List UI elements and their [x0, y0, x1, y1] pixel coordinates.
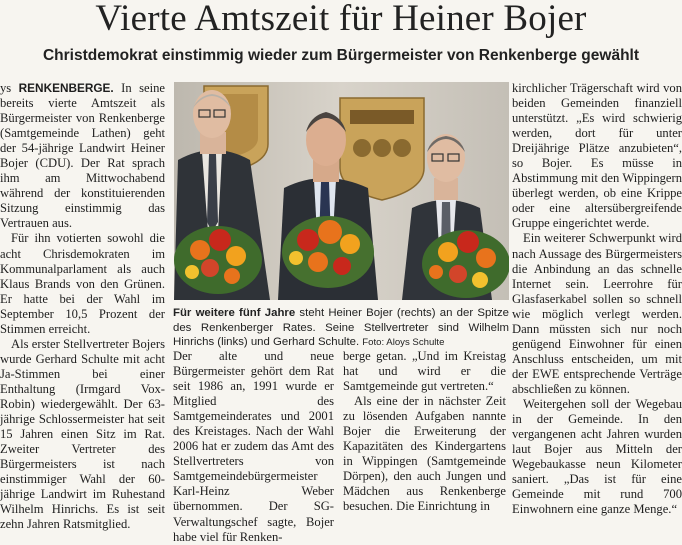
article-column-4 [512, 81, 682, 517]
paragraph: Als erster Stellvertreter Bojers wurde Gerhard Schulte mit acht Ja-Stimmen bei einer Enthaltung (Irmgard Vox-Robin) wiedergewählt. Der 63-jährige Schlossermeister hat seit 15 Jahren einen Sitz im Rat. Zweiter Vertreter des Bürgermeisters ist nach einstimmiger Wahl der 60-jährige Landwirt im Ruhestand Wilhelm Hinrichs. Es ist seit zehn Jahren Ratsmitglied. [0, 336, 165, 532]
bouquet-right [422, 230, 509, 298]
caption-text: steht Heiner Bojer (rechts) an der Spitze des Renkenberger Rates. Seine Stellvertreter sind Wilhelm Hinrichs (links) und Gerhard Schulte. [173, 307, 510, 348]
photo-credit: Foto: Aloys Schulte [362, 337, 445, 348]
photo-illustration [174, 82, 509, 300]
paragraph-text: In seine bereits vierte Amtszeit als Bürgermeister von Renkenberge (Samtgemeinde Lathen) geht der 54-jährige Landwirt Heiner Bojer (CDU). Der Rat sprach ihm am Mittwochabend während der konstituierenden Sitzung einstimmig das Vertrauen aus. [0, 81, 165, 231]
paragraph: Der alte und neue Bürgermeister gehört dem Rat seit 1986 an, 1991 wurde er Mitglied des Samtgemeinderates und 2001 des Kreistages. Nach der Wahl 2006 hat er zudem das Amt des Stellvertreters von Samtgemeindebürgermeister Karl-Heinz Weber übernommen. Der SG-Verwaltungschef sagte, Bojer habe viel für Renken- [173, 349, 334, 544]
article-column-1 [0, 81, 165, 532]
paragraph: Als eine der in nächster Zeit zu lösenden Aufgaben nannte Bojer die Erweiterung der Kapazitäten des Kindergartens in Wippingen (Samtgemeinde Dörpen), den auch Jungen und Mädchen aus Renkenberge besuchen. Die Einrichtung in [343, 394, 506, 514]
paragraph: Für ihn votierten sowohl die acht Chrisdemokraten im Kommunalparlament als auch Klaus Brands von den Grünen. Er hatte bei der Wahl im September 10,5 Prozent der Stimmen erreicht. [0, 231, 165, 336]
subheadline: Christdemokrat einstimmig wieder zum Bürgermeister von Renkenberge gewählt [42, 47, 640, 64]
paragraph: Ein weiterer Schwerpunkt wird nach Aussage des Bürgermeisters die Anbindung an das schnelle Internet sein. Leerrohre für Glasfaserkabel sollen so schnell wie möglich verlegt werden. Dann müssten sich nur noch genügend Einwohner für einen Anschluss entscheiden, um mit der EWE entsprechende Verträge abschließen zu können. [512, 231, 682, 396]
paragraph: Weitergehen soll der Wegebau in der Gemeinde. In den vergangenen acht Jahren wurden laut Bojer aus Mitteln der Wegebaukasse neun Kilometer saniert. „Das ist für eine Gemeinde mit rund 700 Einwohnern eine ganze Menge.“ [512, 396, 682, 517]
dateline: RENKENBERGE. [18, 81, 114, 95]
photo-caption [173, 306, 509, 351]
caption-lead: Für weitere fünf Jahre [173, 307, 296, 319]
paragraph: berge getan. „Und im Kreistag hat und wird er die Samtgemeinde gut vertreten.“ [343, 349, 506, 394]
bouquet-left [174, 226, 262, 294]
bouquet-middle [282, 216, 374, 288]
author-initials: ys [0, 81, 19, 95]
article-photo [174, 82, 509, 300]
article-column-2 [173, 349, 334, 545]
paragraph-lead [0, 81, 165, 231]
paragraph: kirchlicher Trägerschaft wird von beiden Gemeinden finanziell unterstützt. „Es wird schwierig werden, dort für unter Dreijährige Plätze anzubieten“, so Bojer. Es müsse in Abstimmung mit den Wippingern überlegt werden, ob eine Krippe oder eine altersübergreifende Gruppe eingerichtet werde. [512, 81, 682, 231]
headline: Vierte Amtszeit für Heiner Bojer [95, 0, 587, 39]
article-column-3 [343, 349, 506, 515]
